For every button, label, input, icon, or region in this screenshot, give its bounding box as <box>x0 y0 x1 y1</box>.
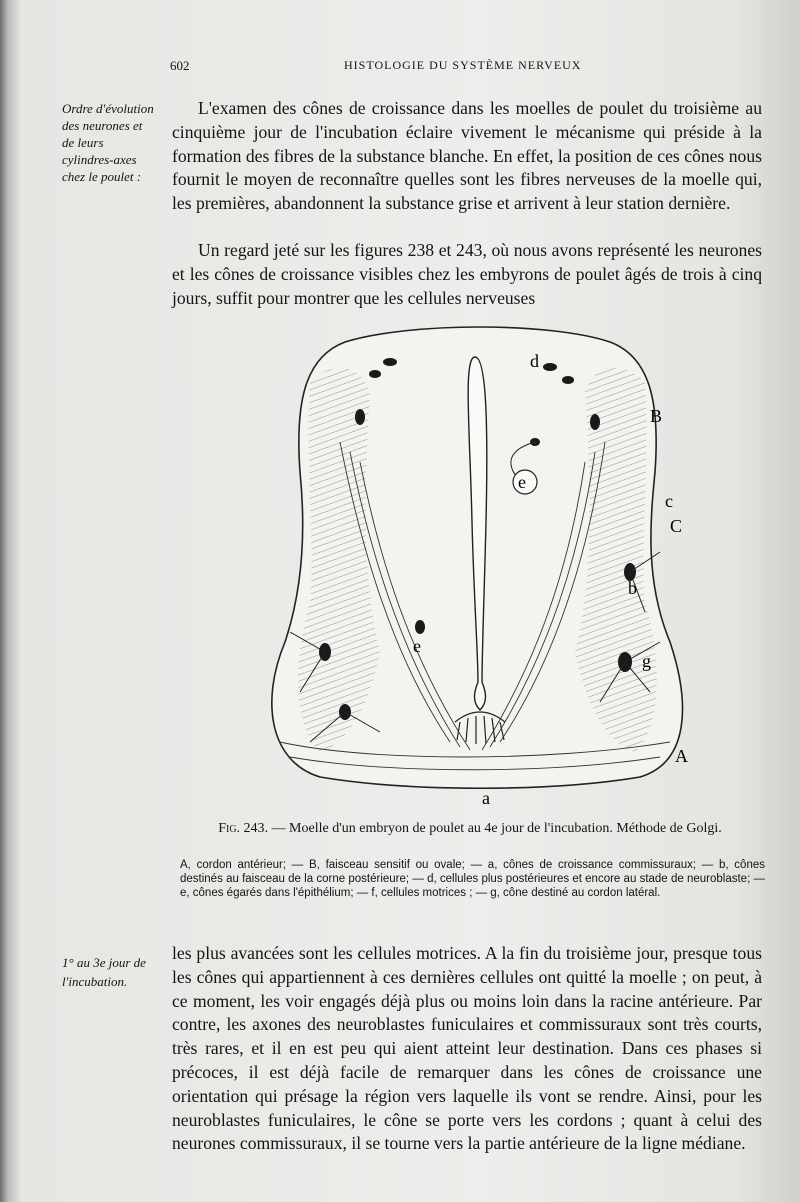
paragraph-3: les plus avancées sont les cellules motrices. A la fin du troisième jour, presque tous les cônes qui appartiennent à ces dernières cellules ont quitté la moelle ; on peut, à ce moment, les voir engagés déjà plus ou moins loin dans la racine antérieure. Par contre, les axones des neuroblastes funiculaires et commissuraux sont très courts, très rares, et il en est peu qui aient atteint leur destination. Dans ces phases si précoces, il est déjà facile de remarquer dans les cônes de croissance une orientation qui présage la région vers laquelle ils vont se rendre. Ainsi, pour les neuroblastes funiculaires, le cône se porte vers les cordons ; quant à celui des neurones commissuraux, il se tourne vers la partie antérieure de la ligne médiane. <box>172 943 762 1154</box>
caption-label: Fig. 243. <box>218 821 269 836</box>
margin-note-order: Ordre d'évolution des neurones et de leurs cylindres-axes chez le poulet : <box>62 101 154 184</box>
label-b: b <box>628 578 637 598</box>
label-d: d <box>530 351 539 371</box>
label-e-right: e <box>518 472 526 492</box>
spinal-cord-figure <box>250 322 710 817</box>
page-header <box>170 58 770 78</box>
label-a: a <box>482 788 490 808</box>
label-g: g <box>642 651 651 671</box>
caption-text: — Moelle d'un embryon de poulet au 4e jour de l'incubation. Méthode de Golgi. <box>271 821 722 836</box>
paragraph-2: Un regard jeté sur les figures 238 et 243, où nous avons représenté les neurones et les cônes de croissance visibles chez les embyrons de poulet âgés de trois à cinq jours, suffit pour montrer que les cellules nerveuses <box>172 240 762 308</box>
page-number: 602 <box>170 58 190 73</box>
label-A: A <box>675 746 688 766</box>
running-title: HISTOLOGIE DU SYSTÈME NERVEUX <box>344 58 582 72</box>
label-c: c <box>665 491 673 511</box>
figure-caption <box>175 820 765 838</box>
label-C: C <box>670 516 683 536</box>
margin-note-day: 1° au 3e jour de l'incubation. <box>62 955 146 989</box>
paragraph-1: L'examen des cônes de croissance dans les moelles de poulet du troisième au cinquième jour de l'incubation éclaire vivement le mécanisme qui préside à la formation des fibres de la substance blanche. En effet, la position de ces cônes nous fournit le moyen de reconnaître quelles sont les fibres nerveuses de la moelle qui, les premières, abandonnent la substance grise et arrivent à leur station dernière. <box>172 98 762 214</box>
figure-legend: A, cordon antérieur; — B, faisceau sensitif ou ovale; — a, cônes de croissance commissuraux; — b, cônes destinés au faisceau de la corne postérieure; — d, cellules plus postérieures et encore au stade de neuroblaste; — e, cônes égarés dans l'épithélium; — f, cellules motrices ; — g, cône destiné au cordon latéral. <box>180 859 765 899</box>
label-B: B <box>650 406 663 426</box>
label-e-left: e <box>413 636 421 656</box>
